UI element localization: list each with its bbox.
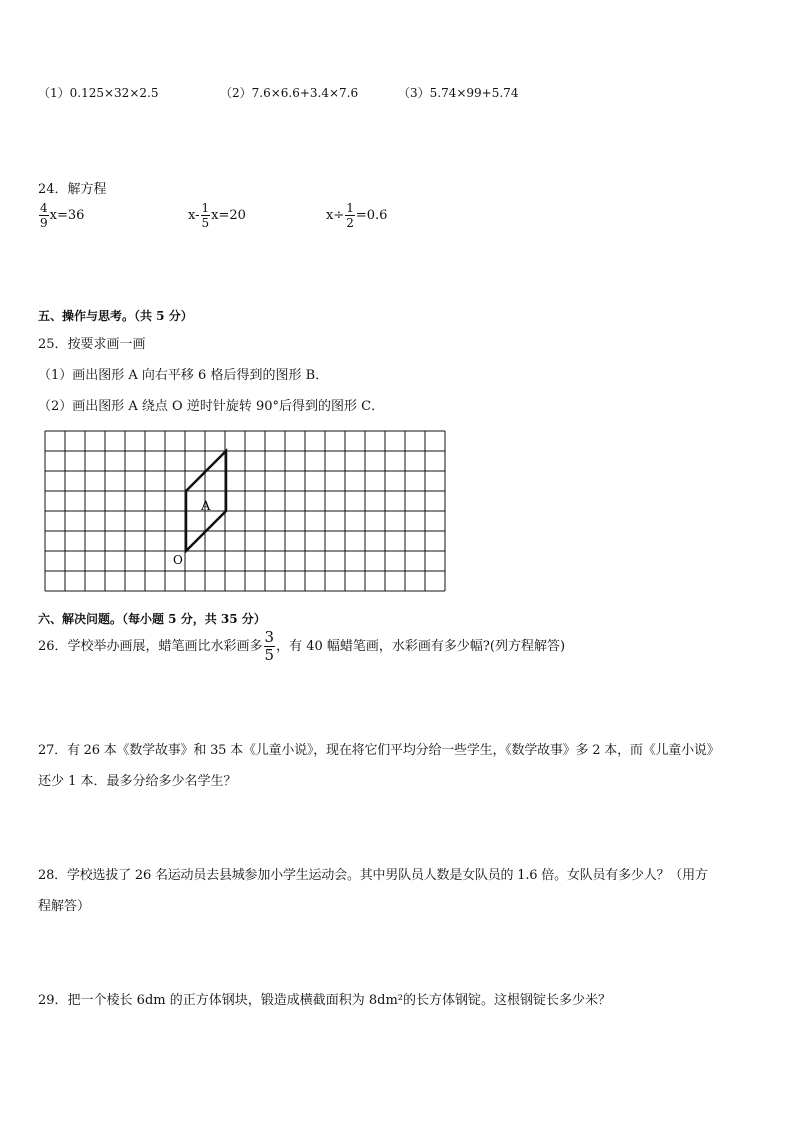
q23-item-2: （2）7.6×6.6+3.4×7.6 (220, 86, 359, 100)
q25-task-1: （1）画出图形 A 向右平移 6 格后得到的图形 B． (38, 368, 329, 383)
q25-task-2: （2）画出图形 A 绕点 O 逆时针旋转 90°后得到的图形 C． (38, 399, 385, 414)
section-6-title: 六、解决问题。（每小题 5 分，共 35 分） (38, 612, 266, 626)
fraction: $\frac{3}{5}$ (264, 628, 275, 664)
q24-equation-1: $\frac{4}{9}$ x=36 (40, 201, 85, 230)
fraction: $\frac{1}{5}$ (201, 201, 210, 230)
q24-equation-2: x- $\frac{1}{5}$ x=20 (188, 201, 246, 230)
q25-title: 25．按要求画一画 (38, 337, 146, 352)
label-a: A (201, 499, 211, 514)
grid-lines (45, 431, 445, 591)
q29: 29．把一个棱长 6dm 的正方体钢块，锻造成横截面积为 8dm²的长方体钢锭。这根钢锭长多少米？ (38, 993, 611, 1008)
section-5-title: 五、操作与思考。（共 5 分） (38, 309, 193, 323)
q23-item-1: （1）0.125×32×2.5 (38, 86, 159, 100)
q28-line-1: 28．学校选拔了 26 名运动员去县城参加小学生运动会。其中男队员人数是女队员的 1.6 倍。女队员有多少人？（用方 (38, 868, 708, 883)
fraction: $\frac{1}{2}$ (346, 201, 354, 230)
q24-title: 24．解方程 (38, 182, 107, 197)
q27-line-2: 还少 1 本．最多分给多少名学生？ (38, 774, 237, 789)
q26: 26．学校举办画展，蜡笔画比水彩画多 $\frac{3}{5}$ ，有 40 幅蜡笔画，水彩画有多少幅?(列方程解答) (38, 628, 566, 664)
q24-equation-3: x÷ $\frac{1}{2}$ =0.6 (326, 201, 388, 230)
grid-figure (44, 430, 446, 596)
fraction: $\frac{4}{9}$ (40, 201, 48, 230)
label-o: O (173, 553, 183, 567)
q23-item-3: （3）5.74×99+5.74 (398, 86, 519, 100)
q27-line-1: 27．有 26 本《数学故事》和 35 本《儿童小说》，现在将它们平均分给一些学生，《数学故事》多 2 本，而《儿童小说》 (38, 743, 720, 758)
q28-line-2: 程解答） (38, 899, 91, 914)
